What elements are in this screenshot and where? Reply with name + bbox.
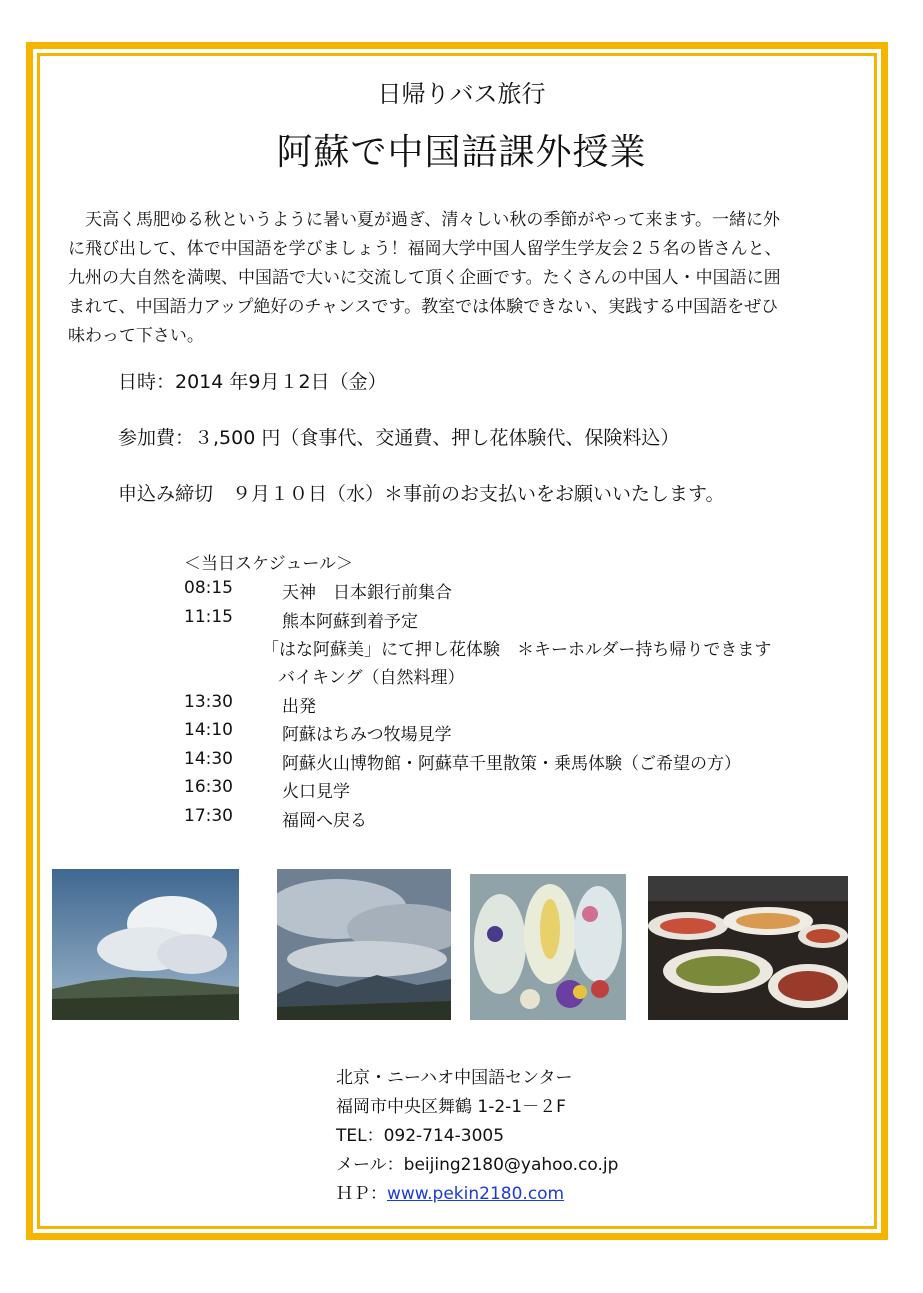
application-deadline: 申込み締切 ９月１０日（水）＊事前のお支払いをお願いいたします。 (118, 483, 725, 505)
schedule-item: 福岡へ戻る (282, 811, 367, 831)
organizer-address: 福岡市中央区舞鶴 1-2-1－２F (336, 1097, 566, 1117)
schedule-item: 「はな阿蘇美」にて押し花体験 ＊キーホルダー持ち帰りできます (262, 640, 772, 660)
intro-line: まれて、中国語力アップ絶好のチャンスです。教室では体験できない、実践する中国語をぜひ (68, 297, 779, 317)
photo-pressed-flowers (470, 874, 626, 1020)
schedule-time: 17:30 (184, 806, 233, 826)
schedule-item: 熊本阿蘇到着予定 (282, 612, 418, 632)
schedule-time: 14:10 (184, 720, 233, 740)
event-date: 日時：2014 年9月１2日（金） (118, 371, 387, 393)
organizer-website (336, 1179, 564, 1204)
organizer-phone: TEL：092-714-3005 (336, 1126, 505, 1146)
schedule-item: 出発 (282, 697, 316, 717)
photo-aso-mountains (277, 869, 451, 1020)
schedule-item: 阿蘇火山博物館・阿蘇草千里散策・乗馬体験（ご希望の方） (282, 754, 741, 774)
schedule-time: 08:15 (184, 578, 233, 598)
intro-line: に飛び出して、体で中国語を学びましょう！福岡大学中国人留学生学友会２５名の皆さんと、 (68, 239, 782, 259)
schedule-item: 火口見学 (282, 782, 350, 802)
organizer-name: 北京・ニーハオ中国語センター (336, 1068, 573, 1088)
intro-paragraph (68, 206, 868, 351)
photo-aso-landscape (52, 869, 239, 1020)
website-link[interactable]: www.pekin2180.com (387, 1184, 565, 1204)
website-label: ＨＰ： (336, 1184, 387, 1204)
page-title: 阿蘇で中国語課外授業 (276, 132, 647, 173)
organizer-email: メール：beijing2180@yahoo.co.jp (336, 1155, 619, 1175)
schedule-time: 11:15 (184, 607, 233, 627)
photo-buffet (648, 876, 848, 1020)
schedule-time: 13:30 (184, 692, 233, 712)
schedule-item: 阿蘇はちみつ牧場見学 (282, 725, 452, 745)
schedule-time: 16:30 (184, 777, 233, 797)
subtitle: 日帰りバス旅行 (377, 80, 546, 108)
participation-fee: 参加費：３,500 円（食事代、交通費、押し花体験代、保険料込） (118, 427, 680, 449)
schedule-time: 14:30 (184, 749, 233, 769)
intro-line: 味わって下さい。 (68, 326, 204, 346)
intro-line: 天高く馬肥ゆる秋というように暑い夏が過ぎ、清々しい秋の季節がやって来ます。一緒に外 (68, 210, 780, 230)
schedule-item: 天神 日本銀行前集合 (282, 583, 452, 603)
intro-line: 九州の大自然を満喫、中国語で大いに交流して頂く企画です。たくさんの中国人・中国語に囲 (68, 268, 781, 288)
schedule-heading: ＜当日スケジュール＞ (184, 554, 353, 574)
schedule-item: バイキング（自然料理） (278, 668, 465, 688)
